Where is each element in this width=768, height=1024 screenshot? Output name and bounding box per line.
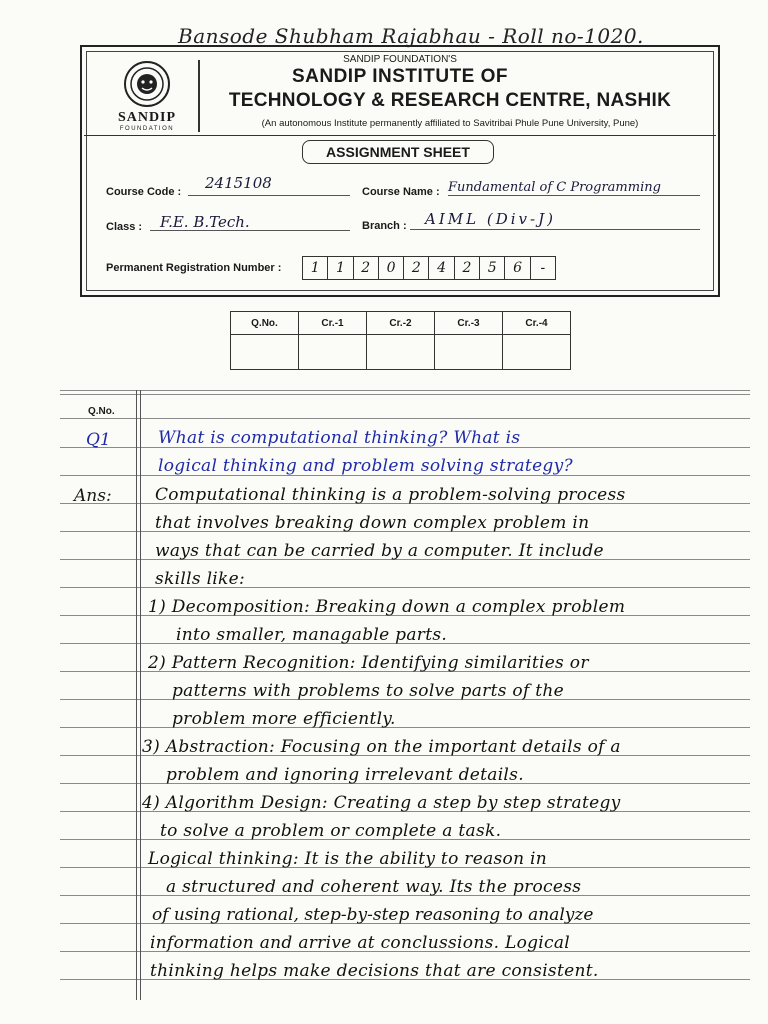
answer-line: problem more efficiently. bbox=[172, 709, 396, 729]
criteria-cell[interactable] bbox=[299, 335, 367, 370]
prn-digit: 1 bbox=[302, 256, 328, 280]
class-label: Class : bbox=[106, 221, 143, 233]
answer-line: into smaller, managable parts. bbox=[176, 625, 448, 645]
course-name-line bbox=[448, 195, 700, 196]
page-qno-label: Q.No. bbox=[88, 406, 115, 417]
criteria-header: Q.No. bbox=[231, 312, 299, 335]
criteria-header: Cr.-3 bbox=[435, 312, 503, 335]
prn-digit: 4 bbox=[428, 256, 454, 280]
answer-line: of using rational, step-by-step reasoning to analyze bbox=[152, 905, 594, 925]
foundation-line: SANDIP FOUNDATION'S bbox=[343, 54, 457, 65]
class-value: F.E. B.Tech. bbox=[160, 213, 250, 231]
question-line: What is computational thinking? What is bbox=[158, 428, 521, 448]
answer-line: a structured and coherent way. Its the process bbox=[166, 877, 582, 897]
prn-digit: 6 bbox=[504, 256, 530, 280]
answer-line: 2) Pattern Recognition: Identifying similarities or bbox=[148, 653, 589, 673]
answer-line: 4) Algorithm Design: Creating a step by step strategy bbox=[142, 793, 621, 813]
prn-digit: - bbox=[530, 256, 556, 280]
criteria-cell[interactable] bbox=[367, 335, 435, 370]
prn-digit: 2 bbox=[454, 256, 480, 280]
criteria-table bbox=[230, 311, 571, 370]
institute-affiliation: (An autonomous Institute permanently affiliated to Savitribai Phule Pune University, Pune) bbox=[261, 118, 639, 129]
answer-line: ways that can be carried by a computer. It include bbox=[155, 541, 604, 561]
sandip-logo bbox=[108, 60, 186, 132]
question-line: logical thinking and problem solving strategy? bbox=[158, 456, 573, 476]
answer-line: problem and ignoring irrelevant details. bbox=[166, 765, 524, 785]
criteria-header: Cr.-4 bbox=[503, 312, 571, 335]
lion-emblem-icon bbox=[123, 60, 171, 108]
prn-label: Permanent Registration Number : bbox=[106, 262, 282, 274]
answer-line: thinking helps make decisions that are consistent. bbox=[150, 961, 599, 981]
assignment-sheet-title: ASSIGNMENT SHEET bbox=[302, 140, 494, 164]
answer-label: Ans: bbox=[74, 486, 112, 506]
prn-digit: 2 bbox=[403, 256, 429, 280]
student-name-roll: Bansode Shubham Rajabhau - Roll no-1020. bbox=[178, 24, 644, 48]
answer-line: 3) Abstraction: Focusing on the important details of a bbox=[142, 737, 621, 757]
branch-value: AIML (Div-J) bbox=[425, 210, 556, 228]
institute-name-line1: SANDIP INSTITUTE OF bbox=[291, 66, 509, 87]
institute-name-line2: TECHNOLOGY & RESEARCH CENTRE, NASHIK bbox=[228, 90, 672, 111]
logo-name: SANDIP bbox=[117, 110, 177, 125]
course-code-value: 2415108 bbox=[205, 174, 272, 192]
criteria-header: Cr.-2 bbox=[367, 312, 435, 335]
header-divider bbox=[84, 135, 716, 136]
criteria-header: Cr.-1 bbox=[299, 312, 367, 335]
prn-digit: 5 bbox=[479, 256, 505, 280]
course-code-line bbox=[188, 195, 350, 196]
answer-line: Logical thinking: It is the ability to reason in bbox=[148, 849, 548, 869]
logo-subtitle: FOUNDATION bbox=[119, 126, 175, 132]
course-name-value: Fundamental of C Programming bbox=[448, 180, 661, 195]
answer-line: that involves breaking down complex problem in bbox=[155, 513, 590, 533]
course-name-label: Course Name : bbox=[362, 186, 440, 198]
answer-line: to solve a problem or complete a task. bbox=[160, 821, 502, 841]
answer-line: skills like: bbox=[155, 569, 246, 589]
question-number: Q1 bbox=[86, 430, 111, 450]
answer-line: information and arrive at conclussions. Logical bbox=[150, 933, 571, 953]
criteria-cell[interactable] bbox=[231, 335, 299, 370]
answer-line: Computational thinking is a problem-solving process bbox=[155, 485, 626, 505]
criteria-cell[interactable] bbox=[435, 335, 503, 370]
prn-cells bbox=[303, 256, 579, 280]
answer-line: 1) Decomposition: Breaking down a complex problem bbox=[148, 597, 626, 617]
branch-label: Branch : bbox=[362, 220, 407, 232]
prn-cell-empty bbox=[555, 256, 579, 278]
course-code-label: Course Code : bbox=[106, 186, 182, 198]
branch-line bbox=[410, 229, 700, 230]
prn-digit: 0 bbox=[378, 256, 404, 280]
prn-digit: 1 bbox=[327, 256, 353, 280]
prn-digit: 2 bbox=[353, 256, 379, 280]
criteria-cell[interactable] bbox=[503, 335, 571, 370]
answer-line: patterns with problems to solve parts of the bbox=[172, 681, 564, 701]
